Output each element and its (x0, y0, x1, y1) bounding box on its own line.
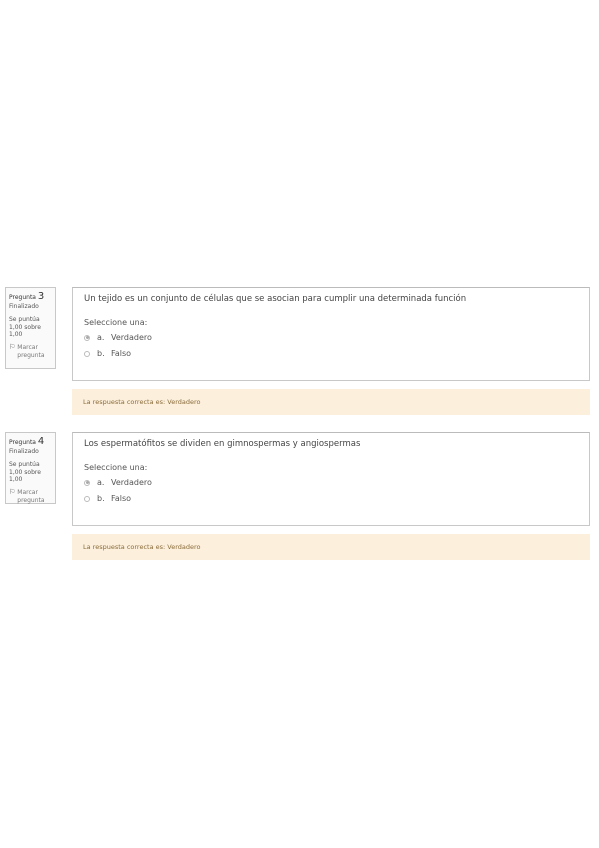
correct-answer-text: La respuesta correcta es: Verdadero (83, 398, 201, 406)
question-state: Finalizado (9, 448, 39, 455)
flag-question-link[interactable] (9, 344, 52, 360)
correct-answer-text: La respuesta correcta es: Verdadero (83, 543, 201, 551)
answer-option-a[interactable] (84, 478, 578, 487)
option-label[interactable]: Falso (111, 349, 132, 358)
flag-icon[interactable]: ⚐ (9, 488, 16, 497)
option-letter: b. (97, 494, 105, 503)
answer-option-b[interactable] (84, 494, 578, 503)
radio-button[interactable] (84, 496, 90, 502)
option-label[interactable]: Verdadero (111, 333, 152, 342)
answer-option-a[interactable] (84, 333, 578, 342)
answer-option-b[interactable] (84, 349, 578, 358)
flag-label[interactable]: Marcar pregunta (17, 344, 45, 359)
question-text: Un tejido es un conjunto de células que se asocian para cumplir una determinada función (84, 294, 467, 304)
question-content-4 (72, 432, 590, 526)
flag-label[interactable]: Marcar pregunta (17, 489, 45, 504)
answer-prompt: Seleccione una: (84, 318, 148, 327)
feedback-box-3 (72, 389, 590, 415)
radio-button[interactable] (84, 351, 90, 357)
question-label: Pregunta (9, 439, 36, 446)
question-state: Finalizado (9, 303, 39, 310)
question-content-3 (72, 287, 590, 381)
answer-prompt: Seleccione una: (84, 463, 148, 472)
question-label: Pregunta (9, 294, 36, 301)
question-number (9, 435, 52, 448)
question-text: Los espermatófitos se dividen en gimnospermas y angiospermas (84, 439, 361, 449)
option-letter: a. (97, 478, 105, 487)
option-label[interactable]: Falso (111, 494, 132, 503)
feedback-box-4 (72, 534, 590, 560)
flag-question-link[interactable] (9, 489, 52, 505)
option-label[interactable]: Verdadero (111, 478, 152, 487)
option-letter: a. (97, 333, 105, 342)
question-grade: Se puntúa 1,00 sobre 1,00 (9, 315, 41, 339)
radio-button-checked[interactable] (84, 335, 90, 341)
question-number-value: 3 (37, 291, 45, 302)
radio-button-checked[interactable] (84, 480, 90, 486)
question-info-3 (5, 287, 56, 369)
question-number (9, 290, 52, 303)
question-number-value: 4 (37, 436, 45, 447)
option-letter: b. (97, 349, 105, 358)
question-grade: Se puntúa 1,00 sobre 1,00 (9, 460, 41, 484)
flag-icon[interactable]: ⚐ (9, 343, 16, 352)
question-info-4 (5, 432, 56, 504)
